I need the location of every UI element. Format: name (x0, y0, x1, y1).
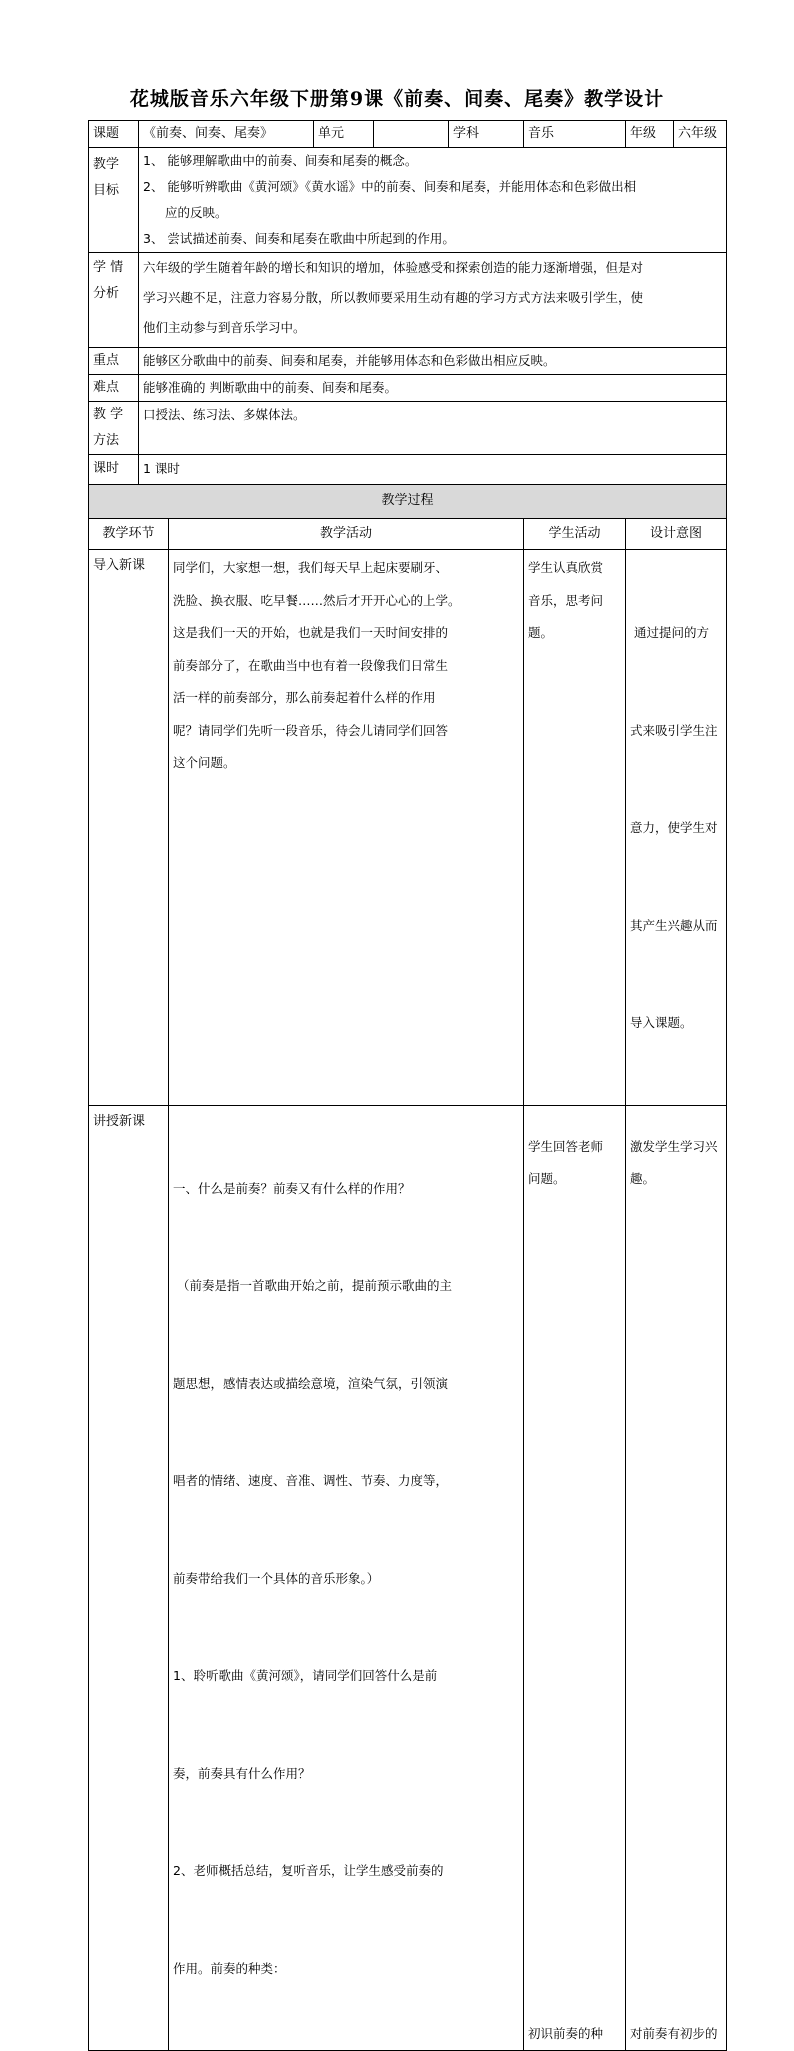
period-row (89, 455, 727, 485)
goal-item-wrap: 应的反映。 (165, 205, 228, 220)
grade-label: 年级 (626, 121, 674, 148)
intent-intro: 通过提问的方 式来吸引学生注 意力，使学生对 其产生兴趣从而 导入课题。 (626, 550, 727, 1106)
analysis-row (89, 253, 727, 348)
info-row (89, 121, 727, 148)
process-columns-row (89, 519, 727, 550)
grade-value: 六年级 (674, 121, 727, 148)
student-teaching-bottom: 初识前奏的种 (528, 2026, 604, 2041)
focus-content: 能够区分歌曲中的前奏、间奏和尾奏，并能够用体态和色彩做出相应反映。 (139, 348, 727, 375)
focus-label: 重点 (89, 348, 139, 375)
method-row (89, 402, 727, 455)
col-stage-header: 教学环节 (89, 519, 169, 550)
col-activity-header: 教学活动 (169, 519, 524, 550)
document-title: 花城版音乐六年级下册第9课《前奏、间奏、尾奏》教学设计 (129, 88, 665, 110)
topic-value: 《前奏、间奏、尾奏》 (139, 121, 314, 148)
period-label: 课时 (89, 455, 139, 485)
goals-row (89, 148, 727, 253)
subject-label: 学科 (449, 121, 524, 148)
student-teaching: 学生回答老师 问题。 初识前奏的种 (524, 1105, 626, 2051)
process-header: 教学过程 (89, 485, 727, 519)
stage-intro: 导入新课 (89, 550, 169, 1106)
unit-value (374, 121, 449, 148)
intent-teaching-bottom: 对前奏有初步的 (630, 2026, 718, 2041)
activity-teaching: 一、什么是前奏？前奏又有什么样的作用？ （前奏是指一首歌曲开始之前，提前预示歌曲的主 题思想，感情表达或描绘意境，渲染气氛，引领演 唱者的情绪、速度、音准、调性、节奏、力度等， 前奏带给我们一个具体的音乐形象。） 1、聆听歌曲《黄河颂》，请同学们回答什么是前 奏，前奏具有什么作用？ 2、老师概括总结，复听音乐，让学生感受前奏的 作用。前奏的种类： (169, 1105, 524, 2051)
col-intent-header: 设计意图 (626, 519, 727, 550)
method-label: 教 学 方法 (89, 402, 139, 455)
unit-label: 单元 (314, 121, 374, 148)
student-intro: 学生认真欣赏 音乐，思考问 题。 (524, 550, 626, 1106)
process-header-row (89, 485, 727, 519)
stage-teaching: 讲授新课 (89, 1105, 169, 2051)
difficulty-label: 难点 (89, 375, 139, 402)
analysis-content: 六年级的学生随着年龄的增长和知识的增加，体验感受和探索创造的能力逐渐增强，但是对 学习兴趣不足，注意力容易分散，所以教师要采用生动有趣的学习方式方法来吸引学生，使 他们主动参与到音乐学习中。 (139, 253, 727, 348)
difficulty-row (89, 375, 727, 402)
difficulty-content: 能够准确的 判断歌曲中的前奏、间奏和尾奏。 (139, 375, 727, 402)
topic-label: 课题 (89, 121, 139, 148)
col-student-header: 学生活动 (524, 519, 626, 550)
goals-label: 教学 目标 (89, 148, 139, 253)
lesson-plan-table (88, 120, 727, 2051)
goal-item: 3、 尝试描述前奏、间奏和尾奏在歌曲中所起到的作用。 (143, 231, 455, 246)
subject-value: 音乐 (524, 121, 626, 148)
process-row-intro (89, 550, 727, 1106)
process-row-teaching (89, 1105, 727, 2051)
method-content: 口授法、练习法、多媒体法。 (139, 402, 727, 455)
goal-item: 2、 能够听辨歌曲《黄河颂》《黄水谣》中的前奏、间奏和尾奏，并能用体态和色彩做出相 (143, 179, 637, 194)
goals-content (139, 148, 727, 253)
goal-item: 1、 能够理解歌曲中的前奏、间奏和尾奏的概念。 (143, 153, 418, 168)
activity-intro: 同学们，大家想一想，我们每天早上起床要刷牙、 洗脸、换衣服、吃早餐……然后才开开心心的上学。 这是我们一天的开始，也就是我们一天时间安排的 前奏部分了，在歌曲当中也有着一段像我们日常生 活一样的前奏部分，那么前奏起着什么样的作用 呢？请同学们先听一段音乐，待会儿请同学们回答 这个问题。 (169, 550, 524, 1106)
intent-teaching: 激发学生学习兴 趣。 对前奏有初步的 (626, 1105, 727, 2051)
analysis-label: 学 情 分析 (89, 253, 139, 348)
period-content: 1 课时 (139, 455, 727, 485)
focus-row (89, 348, 727, 375)
